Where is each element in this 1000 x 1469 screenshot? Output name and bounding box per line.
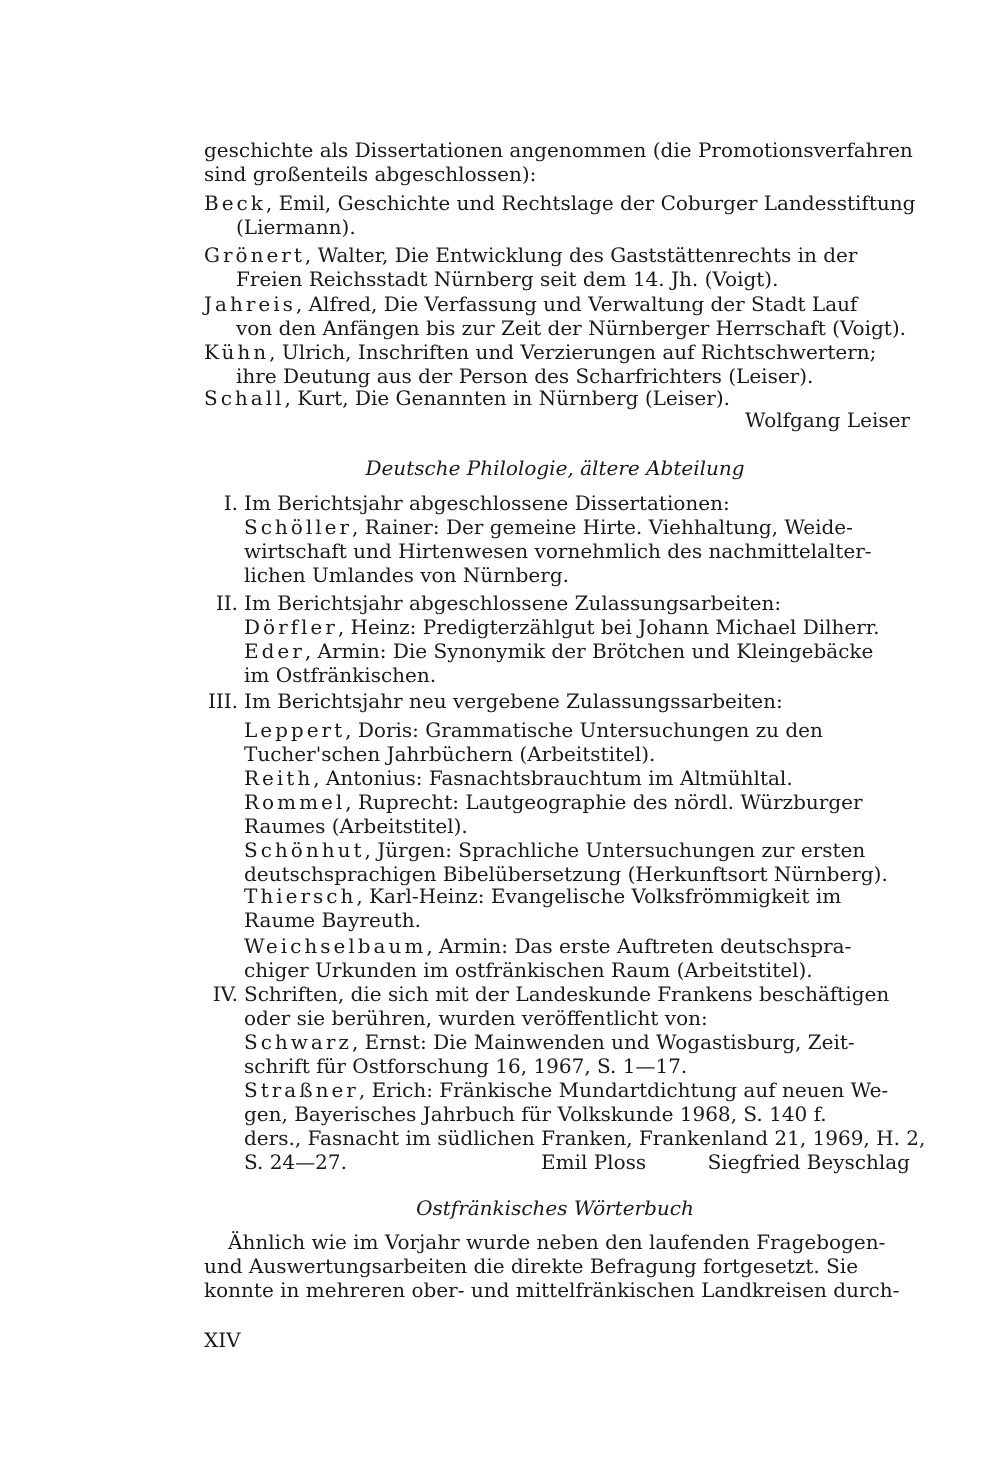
author-name: Schwarz (244, 1030, 352, 1054)
author-name: Dörfler (244, 615, 338, 639)
entry-continuation: im Ostfränkischen. (244, 663, 437, 687)
signature: Wolfgang Leiser (745, 408, 910, 432)
author-name: Beck (204, 191, 266, 215)
section-heading: Deutsche Philologie, ältere Abteilung (365, 456, 745, 480)
author-name: Grönert (204, 243, 305, 267)
entry-line (244, 639, 873, 663)
entry-text: , Rainer: Der gemeine Hirte. Viehhaltung, Weide- (352, 515, 853, 539)
entry-continuation: lichen Umlandes von Nürnberg. (244, 563, 569, 587)
entry-continuation: chiger Urkunden im ostfränkischen Raum (Arbeitstitel). (244, 958, 813, 982)
entry-line (244, 615, 880, 639)
intro-line: sind großenteils abgeschlossen): (204, 162, 537, 186)
intro-line: geschichte als Dissertationen angenommen (die Promotionsverfahren (204, 138, 913, 162)
signature: Emil Ploss (541, 1150, 647, 1174)
author-name: Eder (244, 639, 305, 663)
entry-text: , Armin: Das erste Auftreten deutschspra- (426, 934, 852, 958)
entry-continuation: deutschsprachigen Bibelübersetzung (Herkunftsort Nürnberg). (244, 862, 888, 886)
section-title: oder sie berühren, wurden veröffentlicht von: (244, 1006, 708, 1030)
entry-continuation: gen, Bayerisches Jahrbuch für Volkskunde 1968, S. 140 f. (244, 1102, 827, 1126)
entry-text: , Antonius: Fasnachtsbrauchtum im Altmühltal. (313, 766, 793, 790)
entry-line (244, 766, 793, 790)
entry-text: , Ernst: Die Mainwenden und Wogastisburg, Zeit- (351, 1030, 855, 1054)
entry-text: , Karl-Heinz: Evangelische Volksfrömmigkeit im (356, 884, 842, 908)
section-title: Im Berichtsjahr neu vergebene Zulassungssarbeiten: (244, 689, 783, 713)
entry-text: , Heinz: Predigterzählgut bei Johann Michael Dilherr. (337, 615, 880, 639)
entry-line (244, 515, 853, 539)
author-name: Kühn (204, 340, 270, 364)
entry-continuation: ihre Deutung aus der Person des Scharfrichters (Leiser). (236, 364, 814, 388)
entry-continuation: Raume Bayreuth. (244, 908, 421, 932)
entry-continuation: von den Anfängen bis zur Zeit der Nürnberger Herrschaft (Voigt). (236, 316, 906, 340)
entry-line (244, 1078, 888, 1102)
entry-line (244, 838, 865, 862)
entry-text: , Walter, Die Entwicklung des Gaststättenrechts in der (304, 243, 858, 267)
entry-continuation: Raumes (Arbeitstitel). (244, 814, 468, 838)
entry-line (244, 884, 841, 908)
section-label: IV. (212, 982, 238, 1006)
entry-line (244, 790, 863, 814)
section-title: Im Berichtsjahr abgeschlossene Zulassungsarbeiten: (244, 591, 782, 615)
author-name: Jahreis (204, 292, 296, 316)
entry-text: , Emil, Geschichte und Rechtslage der Coburger Landesstiftung (265, 191, 916, 215)
entry-text: , Jürgen: Sprachliche Untersuchungen zur ersten (364, 838, 866, 862)
author-name: Schall (204, 386, 285, 410)
section-heading: Ostfränkisches Wörterbuch (416, 1196, 694, 1220)
section-label: III. (207, 689, 238, 713)
entry-text: , Alfred, Die Verfassung und Verwaltung der Stadt Lauf (295, 292, 858, 316)
entry-continuation: Freien Reichsstadt Nürnberg seit dem 14. Jh. (Voigt). (236, 267, 779, 291)
section-label: I. (223, 491, 238, 515)
author-name: Rommel (244, 790, 346, 814)
entry-continuation: (Liermann). (236, 215, 356, 239)
entry-line (244, 1030, 855, 1054)
entry-continuation: schrift für Ostforschung 16, 1967, S. 1—17. (244, 1054, 688, 1078)
entry-line (204, 292, 857, 316)
entry-line (204, 386, 730, 410)
signature: Siegfried Beyschlag (707, 1150, 910, 1174)
entry-text: , Armin: Die Synonymik der Brötchen und Kleingebäcke (304, 639, 874, 663)
entry-text: , Erich: Fränkische Mundartdichtung auf neuen We- (358, 1078, 889, 1102)
entry-line (244, 718, 823, 742)
entry-text: , Ulrich, Inschriften und Verzierungen auf Richtschwertern; (269, 340, 877, 364)
section-label: II. (215, 591, 238, 615)
entry-continuation: S. 24—27. (244, 1150, 347, 1174)
paragraph-line: konnte in mehreren ober- und mittelfränkischen Landkreisen durch- (204, 1278, 900, 1302)
author-name: Weichselbaum (244, 934, 427, 958)
entry-text: , Ruprecht: Lautgeographie des nördl. Würzburger (345, 790, 863, 814)
author-name: Schönhut (244, 838, 365, 862)
author-name: Leppert (244, 718, 346, 742)
author-name: Straßner (244, 1078, 359, 1102)
section-title: Im Berichtsjahr abgeschlossene Dissertationen: (244, 491, 730, 515)
entry-line (204, 243, 857, 267)
entry-continuation: Tucher'schen Jahrbüchern (Arbeitstitel). (244, 742, 656, 766)
entry-line (244, 934, 851, 958)
section-title: Schriften, die sich mit der Landeskunde Frankens beschäftigen (244, 982, 890, 1006)
entry-line: ders., Fasnacht im südlichen Franken, Frankenland 21, 1969, H. 2, (244, 1126, 926, 1150)
entry-line (204, 191, 915, 215)
entry-text: , Doris: Grammatische Untersuchungen zu den (345, 718, 823, 742)
entry-text: , Kurt, Die Genannten in Nürnberg (Leiser). (284, 386, 730, 410)
entry-continuation: wirtschaft und Hirtenwesen vornehmlich des nachmittelalter- (244, 539, 872, 563)
paragraph-line: und Auswertungsarbeiten die direkte Befragung fortgesetzt. Sie (204, 1254, 859, 1278)
author-name: Thiersch (244, 884, 357, 908)
author-name: Reith (244, 766, 314, 790)
author-name: Schöller (244, 515, 353, 539)
paragraph-line: Ähnlich wie im Vorjahr wurde neben den laufenden Fragebogen- (228, 1230, 886, 1254)
entry-line (204, 340, 876, 364)
page-number: XIV (204, 1328, 241, 1352)
